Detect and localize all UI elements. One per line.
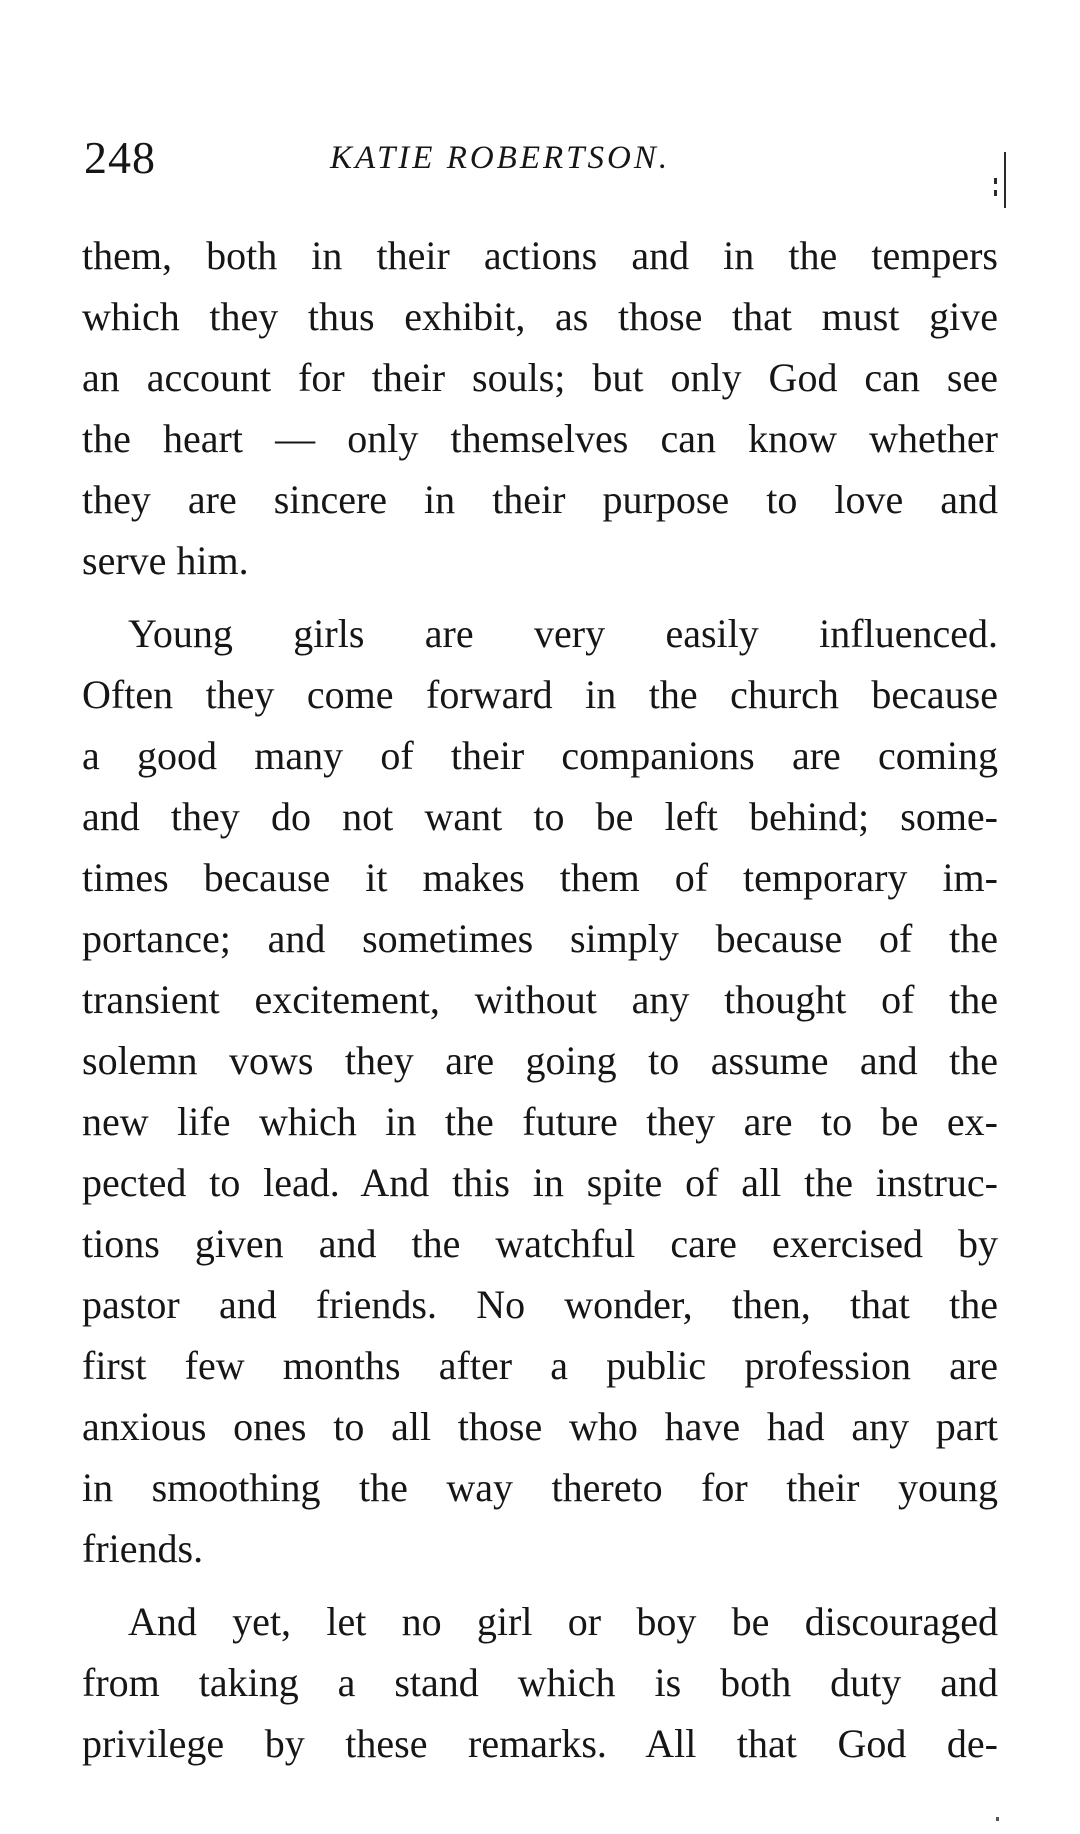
text-line: in smoothing the way thereto for their young <box>82 1465 998 1510</box>
text-line: portance; and sometimes simply because of the <box>82 916 998 961</box>
text-line: times because it makes them of temporary im- <box>82 855 998 900</box>
text-line: an account for their souls; but only God can see <box>82 355 998 400</box>
text-line: them, both in their actions and in the tempers <box>82 233 998 278</box>
text-line: solemn vows they are going to assume and the <box>82 1038 998 1083</box>
edge-dot <box>994 178 997 184</box>
text-line: friends. <box>82 1526 204 1571</box>
text-line: first few months after a public profession are <box>82 1343 998 1388</box>
text-line: the heart — only themselves can know whether <box>82 416 998 461</box>
text-line: which they thus exhibit, as those that must give <box>82 294 998 339</box>
text-line: new life which in the future they are to be ex- <box>82 1099 998 1144</box>
running-title: KATIE ROBERTSON. <box>330 140 671 176</box>
text-line: and they do not want to be left behind; some- <box>82 794 998 839</box>
text-line: serve him. <box>82 538 249 583</box>
text-line: from taking a stand which is both duty and <box>82 1660 998 1705</box>
page-speck <box>996 1817 999 1821</box>
text-line: tions given and the watchful care exercised by <box>82 1221 998 1266</box>
text-line: pected to lead. And this in spite of all the instruc- <box>82 1160 998 1205</box>
text-line: Often they come forward in the church because <box>82 672 998 717</box>
text-line: Young girls are very easily influenced. <box>128 611 998 656</box>
text-line: transient excitement, without any thought of the <box>82 977 998 1022</box>
text-line: And yet, let no girl or boy be discouraged <box>128 1599 998 1644</box>
running-head <box>84 128 1004 188</box>
body-text <box>82 225 998 1774</box>
edge-dot <box>994 190 997 196</box>
paragraph-1 <box>82 225 998 591</box>
edge-bar <box>1004 152 1006 208</box>
text-line: anxious ones to all those who have had any part <box>82 1404 998 1449</box>
page-number: 248 <box>84 132 156 183</box>
text-line: privilege by these remarks. All that God de- <box>82 1721 998 1766</box>
paragraph-2 <box>82 603 998 1579</box>
text-line: a good many of their companions are coming <box>82 733 998 778</box>
text-line: they are sincere in their purpose to love and <box>82 477 998 522</box>
text-line: pastor and friends. No wonder, then, that the <box>82 1282 998 1327</box>
page-edge-mark <box>992 152 1012 212</box>
paragraph-3 <box>82 1591 998 1774</box>
